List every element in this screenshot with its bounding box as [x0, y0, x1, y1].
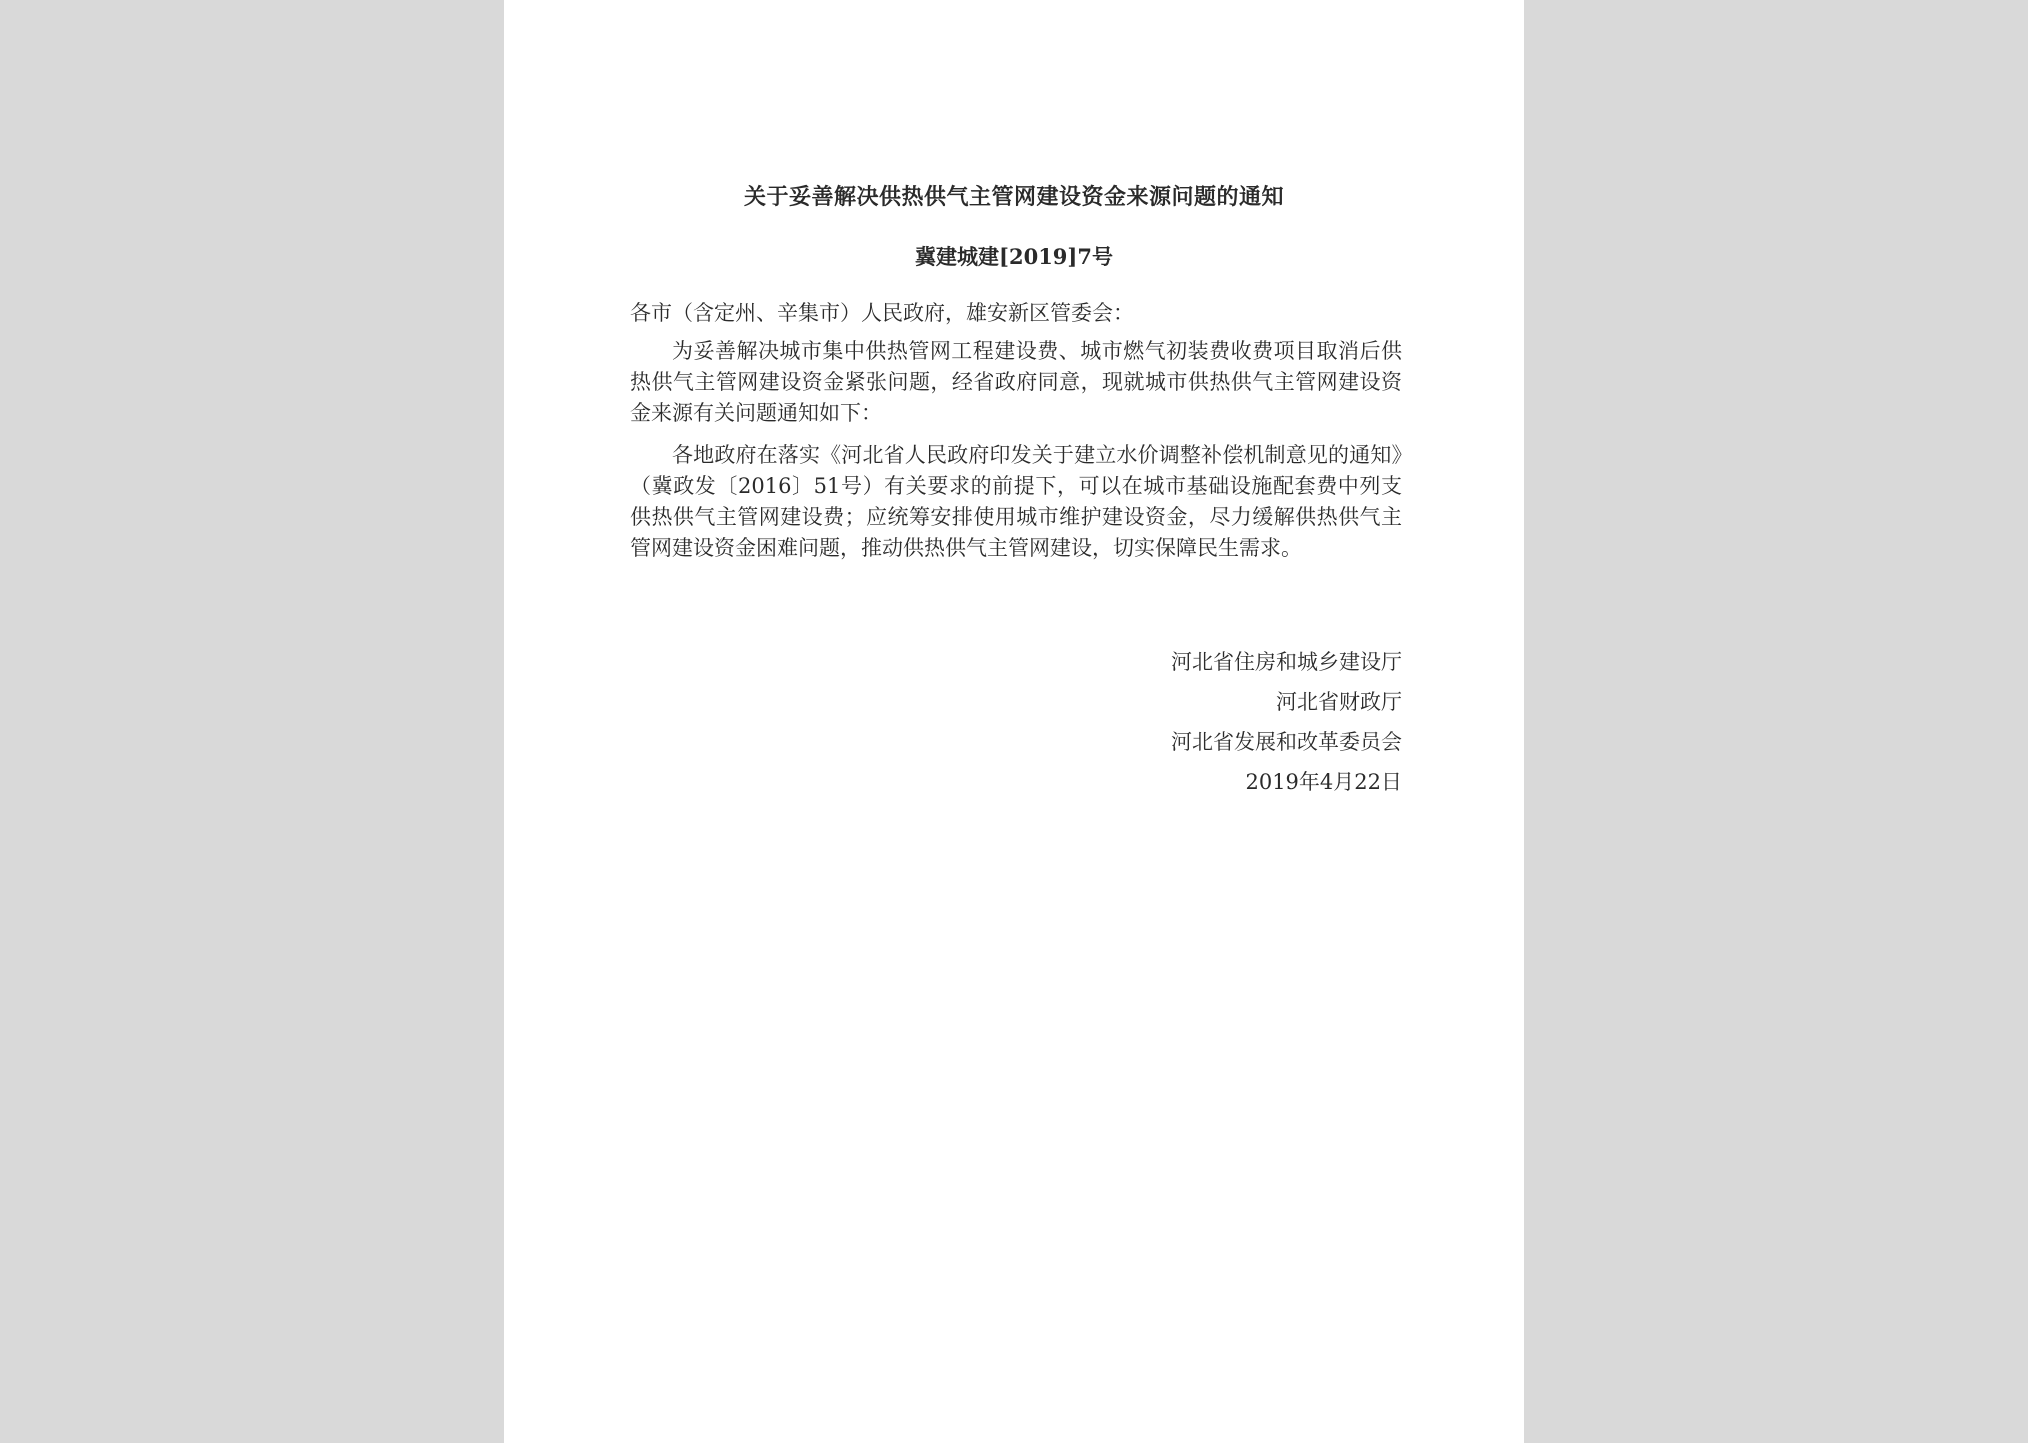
signatory-development-commission: 河北省发展和改革委员会 [1171, 730, 1402, 754]
salutation: 各市（含定州、辛集市）人民政府，雄安新区管委会： [630, 301, 1134, 325]
body-paragraph-1: 为妥善解决城市集中供热管网工程建设费、城市燃气初装费收费项目取消后供热供气主管网建设资金紧张问题，经省政府同意，现就城市供热供气主管网建设资金来源有关问题通知如下： [630, 339, 1402, 425]
signature-block [1171, 642, 1402, 802]
signatory-housing-department: 河北省住房和城乡建设厅 [1171, 650, 1402, 674]
document-number: 冀建城建[2019]7号 [915, 244, 1113, 269]
document-date: 2019年4月22日 [1245, 770, 1402, 794]
body-paragraph-2: 各地政府在落实《河北省人民政府印发关于建立水价调整补偿机制意见的通知》（冀政发〔2016〕51号）有关要求的前提下，可以在城市基础设施配套费中列支供热供气主管网建设费；应统筹安排使用城市维护建设资金，尽力缓解供热供气主管网建设资金困难问题，推动供热供气主管网建设，切实保障民生需求。 [630, 443, 1402, 560]
signatory-finance-department: 河北省财政厅 [1276, 690, 1402, 714]
document-title: 关于妥善解决供热供气主管网建设资金来源问题的通知 [743, 184, 1284, 210]
document-page [504, 0, 1524, 1443]
